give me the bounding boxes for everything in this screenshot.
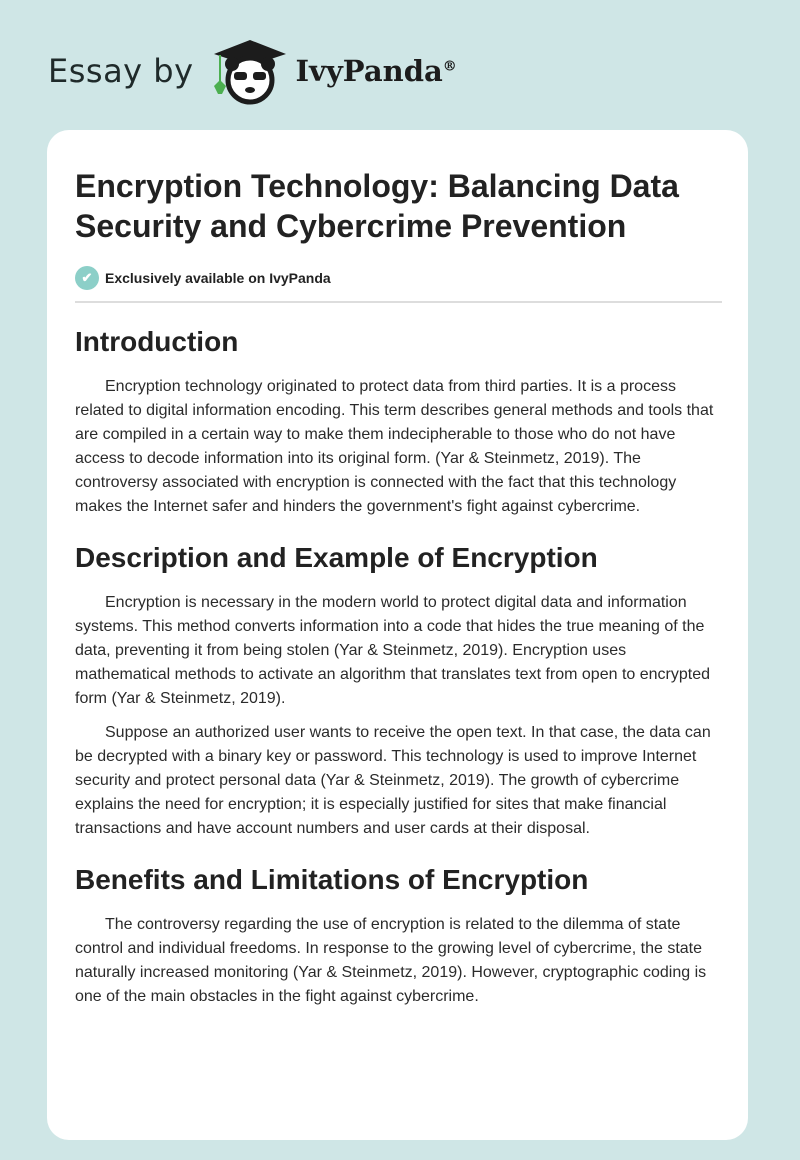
paragraph: The controversy regarding the use of encryption is related to the dilemma of state control and individual freedoms. In response to the growing level of cybercrime, the state naturally increased monitoring (Yar & Steinmetz, 2019). However, cryptographic coding is one of the main obstacles in the fight against cybercrime. <box>75 916 707 1005</box>
exclusive-badge <box>75 266 722 290</box>
essay-title: Encryption Technology: Balancing Data Security and Cybercrime Prevention <box>75 168 679 244</box>
section-benefits <box>75 863 722 1009</box>
section-heading: Benefits and Limitations of Encryption <box>75 864 589 895</box>
panda-logo-icon <box>210 36 290 106</box>
brand-name: IvyPanda® <box>295 54 457 88</box>
paragraph: Encryption technology originated to protect data from third parties. It is a process related to digital information encoding. This term describes general methods and tools that are compiled in a certain way to make them indecipherable to those who do not have access to decode information into its original form. (Yar & Steinmetz, 2019). The controversy associated with encryption is connected with the fact that this technology makes the Internet safer and hinders the government's fight against cybercrime. <box>75 378 714 515</box>
exclusive-label: Exclusively available on IvyPanda <box>105 270 331 286</box>
section-description <box>75 541 722 841</box>
check-icon: ✔ <box>75 266 99 290</box>
section-introduction <box>75 325 722 519</box>
brand-prefix: Essay by <box>48 52 194 90</box>
paragraph: Encryption is necessary in the modern world to protect digital data and information systems. This method converts information into a code that hides the true meaning of the data, preventing it from being stolen (Yar & Steinmetz, 2019). Encryption uses mathematical methods to activate an algorithm that translates text from open to encrypted form (Yar & Steinmetz, 2019). <box>75 594 710 707</box>
paragraph: Suppose an authorized user wants to receive the open text. In that case, the data can be decrypted with a binary key or password. This technology is used to improve Internet security and protect personal data (Yar & Steinmetz, 2019). The growth of cybercrime explains the need for encryption; it is especially justified for sites that make financial transactions and have account numbers and user cards at their disposal. <box>75 724 711 837</box>
section-heading: Description and Example of Encryption <box>75 542 598 573</box>
section-heading: Introduction <box>75 326 239 357</box>
essay-card <box>47 130 748 1140</box>
brand-logo[interactable] <box>48 36 457 106</box>
divider <box>75 301 722 303</box>
